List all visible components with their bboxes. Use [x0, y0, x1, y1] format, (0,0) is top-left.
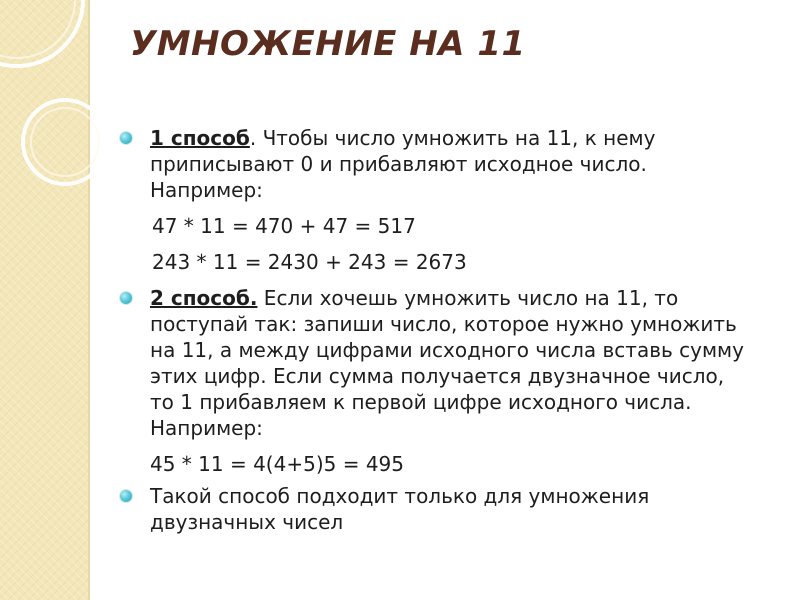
round-bullet-icon	[120, 292, 132, 304]
method-2-label: 2 способ.	[150, 286, 258, 310]
note-text: Такой способ подходит только для умножения двузначных чисел	[150, 484, 650, 534]
example-line: 47 * 11 = 470 + 47 = 517	[152, 214, 416, 238]
round-bullet-icon	[120, 490, 132, 502]
method-1-label: 1 способ	[150, 126, 250, 150]
method-1-text: . Чтобы число умножить на 11, к нему приписывают 0 и прибавляют исходное число. Например:	[150, 126, 656, 202]
example-line: 243 * 11 = 2430 + 243 = 2673	[152, 250, 467, 274]
method-2-text: Если хочешь умножить число на 11, то поступай так: запиши число, которое нужно умножить на 11, а между цифрами исходного числа вставь сумму этих цифр. Если сумма получается двузначное число, то 1 прибавляем к первой цифре исходного числа. Например:	[150, 286, 744, 440]
list-item	[120, 285, 750, 441]
list-item	[120, 483, 750, 535]
rings-decoration	[0, 0, 140, 220]
list-item	[120, 125, 750, 203]
slide-content	[120, 125, 750, 541]
round-bullet-icon	[120, 132, 132, 144]
slide-title: УМНОЖЕНИЕ НА 11	[130, 24, 526, 64]
example-line: 45 * 11 = 4(4+5)5 = 495	[150, 452, 404, 476]
